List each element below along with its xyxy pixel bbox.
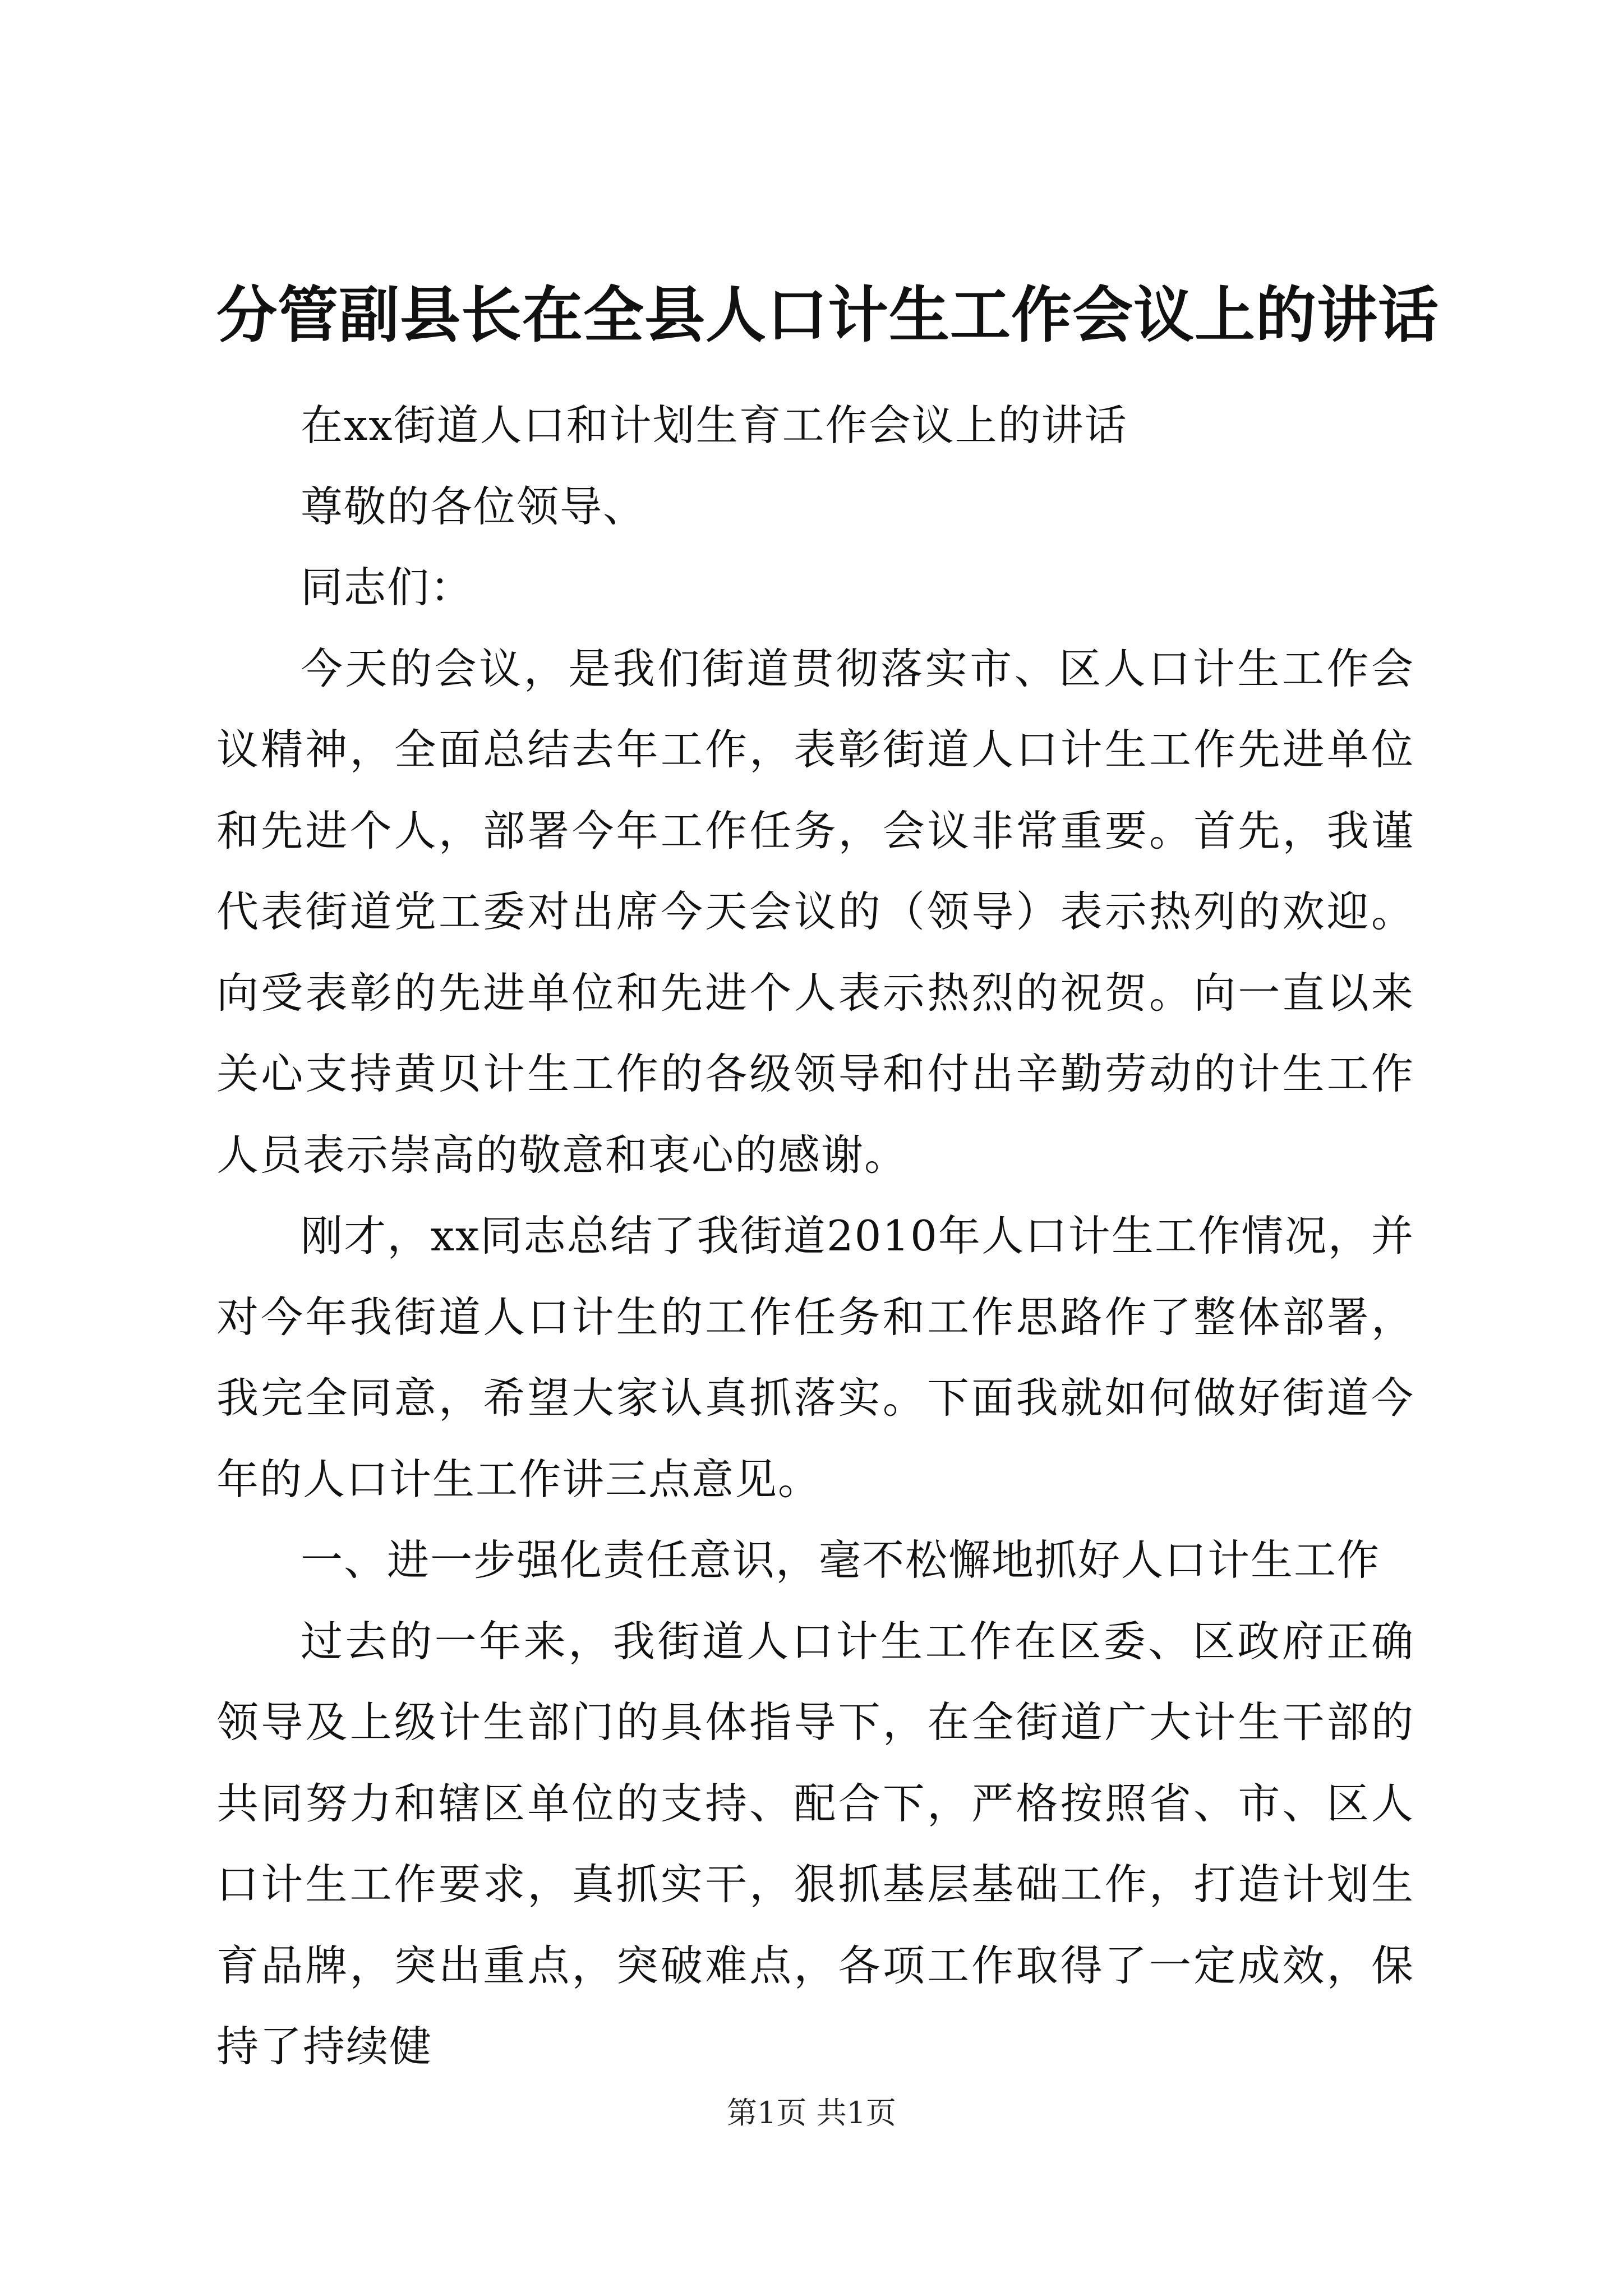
- document-body: [216, 385, 1414, 2087]
- salutation-line: 尊敬的各位领导、: [301, 481, 647, 531]
- page-number-footer: 第1页 共1页: [727, 2095, 896, 2131]
- body-paragraph: 刚才，xx同志总结了我街道2010年人口计生工作情况，并对今年我街道人口计生的工作任务和工作思路作了整体部署，我完全同意，希望大家认真抓落实。下面我就如何做好街道今年的人口计生工作讲三点意见。: [216, 1211, 1414, 1504]
- salutation-line: 同志们：: [301, 563, 474, 612]
- document-title: 分管副县长在全县人口计生工作会议上的讲话: [216, 280, 1440, 351]
- body-paragraph: 今天的会议，是我们街道贯彻落实市、区人口计生工作会议精神，全面总结去年工作，表彰街道人口计生工作先进单位和先进个人，部署今年工作任务，会议非常重要。首先，我谨代表街道党工委对出席今天会议的（领导）表示热列的欢迎。向受表彰的先进单位和先进个人表示热烈的祝贺。向一直以来关心支持黄贝计生工作的各级领导和付出辛勤劳动的计生工作人员表示崇高的敬意和衷心的感谢。: [216, 643, 1414, 1180]
- body-paragraph: 过去的一年来，我街道人口计生工作在区委、区政府正确领导及上级计生部门的具体指导下，在全街道广大计生干部的共同努力和辖区单位的支持、配合下，严格按照省、市、区人口计生工作要求，真抓实干，狠抓基层基础工作，打造计划生育品牌，突出重点，突破难点，各项工作取得了一定成效，保持了持续健: [216, 1616, 1414, 2071]
- section-heading: 一、进一步强化责任意识，毫不松懈地抓好人口计生工作: [301, 1535, 1381, 1585]
- subtitle-paragraph: 在xx街道人口和计划生育工作会议上的讲话: [301, 401, 1128, 450]
